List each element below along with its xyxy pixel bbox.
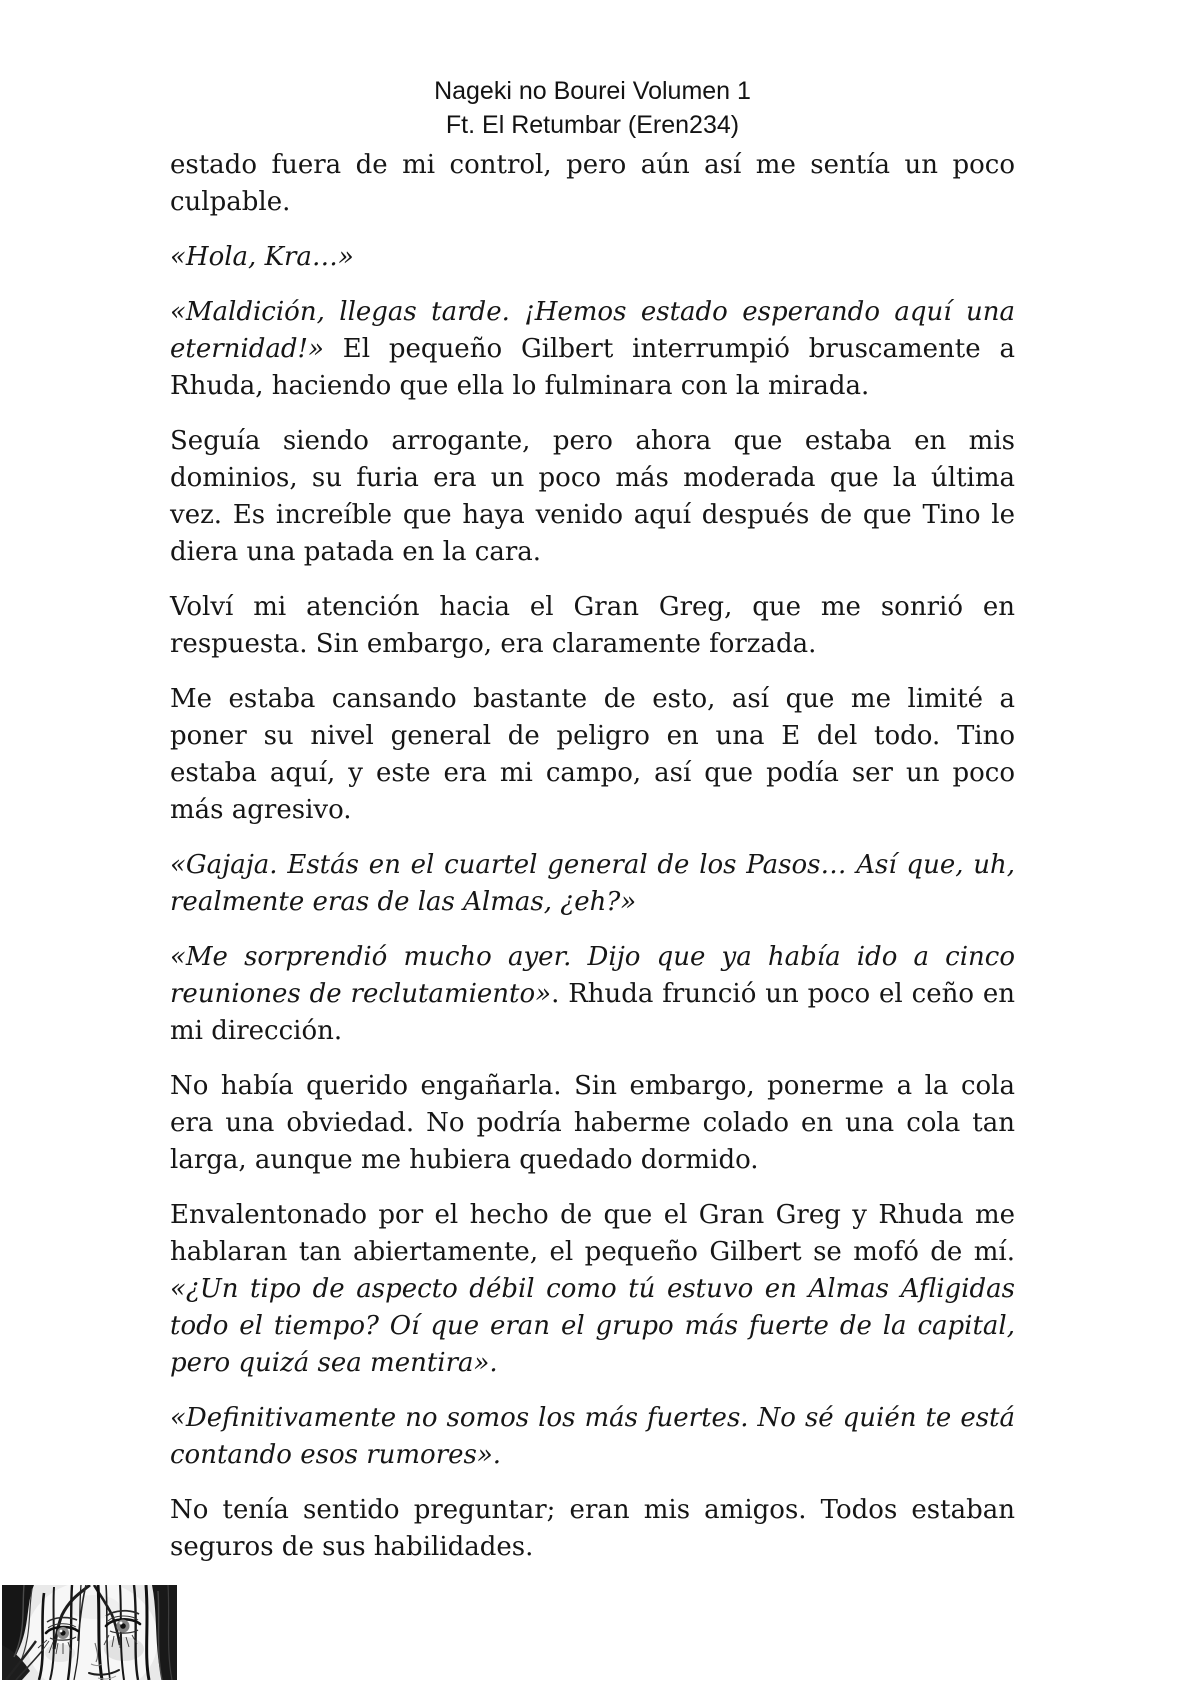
text-run-italic: «Gajaja. Estás en el cuartel general de los Pasos… Así que, uh, realmente eras de las Almas, ¿eh?» (170, 850, 1015, 917)
document-subtitle: Ft. El Retumbar (Eren234) (445, 111, 740, 139)
text-run-italic: «Me sorprendió mucho ayer. Dijo que ya había ido a cinco reuniones de reclutamiento» (170, 942, 1015, 1009)
text-run-roman: Envalentonado por el hecho de que el Gran Greg y Rhuda me hablaran tan abiertamente, el pequeño Gilbert se mofó de mí. (170, 1200, 1015, 1267)
paragraph (170, 294, 1015, 405)
text-run-roman: Me estaba cansando bastante de esto, así que me limité a poner su nivel general de peligro en una E del todo. Tino estaba aquí, y este era mi campo, así que podía ser un poco más agresivo. (170, 684, 1015, 825)
paragraph (170, 423, 1015, 571)
text-run-roman: estado fuera de mi control, pero aún así me sentía un poco culpable. (170, 150, 1015, 217)
paragraph (170, 1068, 1015, 1179)
paragraph (170, 1492, 1015, 1566)
paragraph (170, 939, 1015, 1050)
paragraph (170, 1197, 1015, 1382)
paragraph (170, 681, 1015, 829)
document-title: Nageki no Bourei Volumen 1 (434, 77, 751, 105)
text-run-roman: No había querido engañarla. Sin embargo, ponerme a la cola era una obviedad. No podría haberme colado en una cola tan larga, aunque me hubiera quedado dormido. (170, 1071, 1015, 1175)
text-run-italic: «Maldición, llegas tarde. ¡Hemos estado esperando aquí una eternidad!» (170, 297, 1015, 364)
text-run-roman: . Rhuda frunció un poco el ceño en mi dirección. (170, 979, 1015, 1046)
paragraph (170, 239, 1015, 276)
paragraph (170, 847, 1015, 921)
manga-face-illustration (2, 1585, 177, 1680)
document-body (170, 147, 1015, 1566)
text-run-roman: Seguía siendo arrogante, pero ahora que estaba en mis dominios, su furia era un poco más moderada que la última vez. Es increíble que haya venido aquí después de que Tino le diera una patada en la cara. (170, 426, 1015, 567)
text-run-italic: «¿Un tipo de aspecto débil como tú estuvo en Almas Afligidas todo el tiempo? Oí que eran el grupo más fuerte de la capital, pero quizá sea mentira». (170, 1274, 1015, 1378)
text-run-roman: El pequeño Gilbert interrumpió bruscamente a Rhuda, haciendo que ella lo fulminara con la mirada. (170, 334, 1015, 401)
paragraph (170, 589, 1015, 663)
paragraph (170, 147, 1015, 221)
text-run-italic: «Hola, Kra…» (170, 242, 354, 272)
text-run-italic: «Definitivamente no somos los más fuertes. No sé quién te está contando esos rumores». (170, 1403, 1015, 1470)
paragraph (170, 1400, 1015, 1474)
document-column (170, 74, 1015, 1584)
text-run-roman: No tenía sentido preguntar; eran mis amigos. Todos estaban seguros de sus habilidades. (170, 1495, 1015, 1562)
text-run-roman: Volví mi atención hacia el Gran Greg, que me sonrió en respuesta. Sin embargo, era claramente forzada. (170, 592, 1015, 659)
